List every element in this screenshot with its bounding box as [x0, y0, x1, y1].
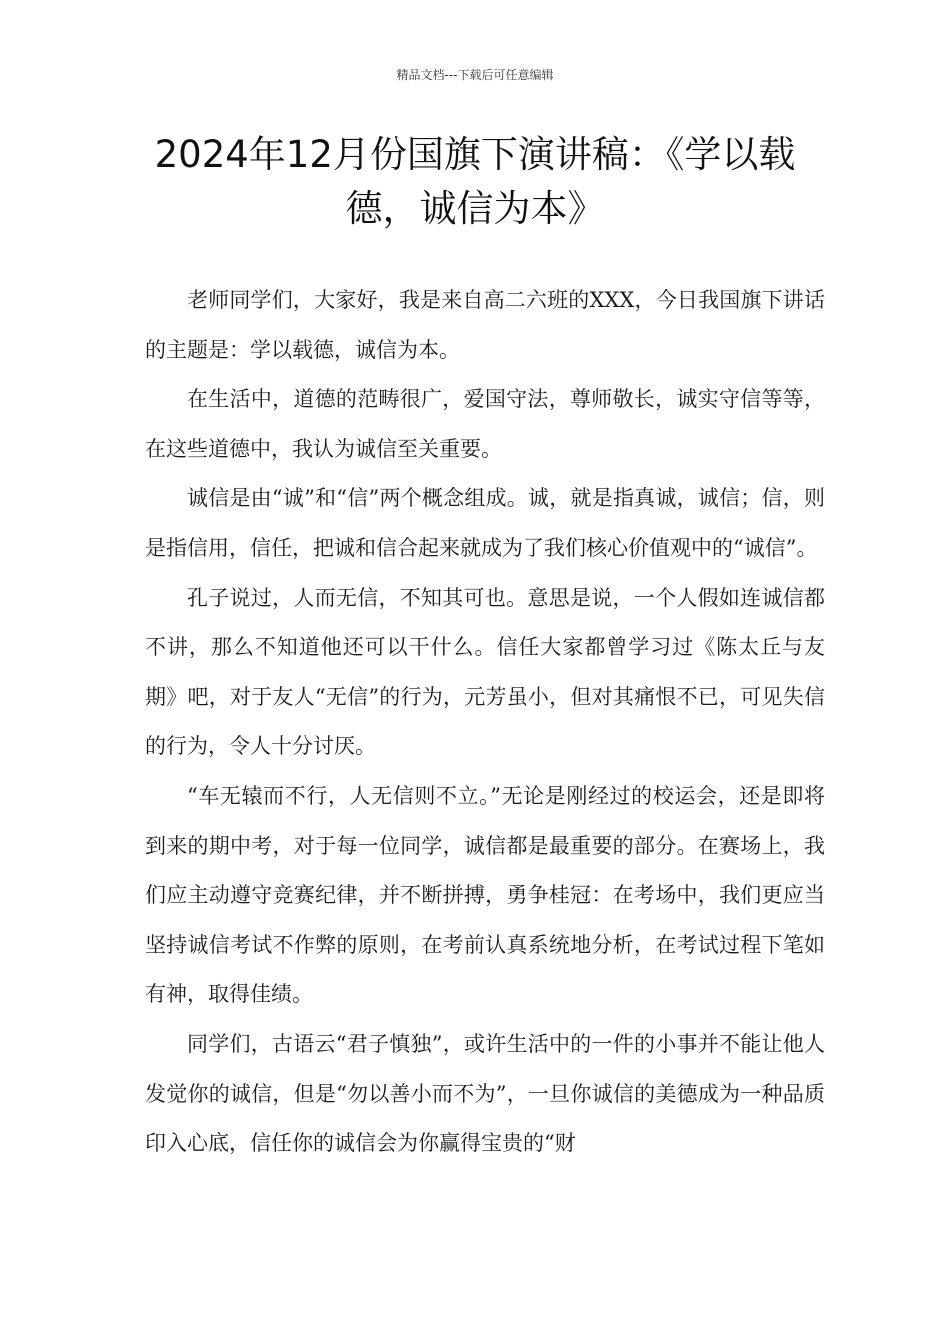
paragraph-definition: 诚信是由“诚”和“信”两个概念组成。诚，就是指真诚，诚信；信，则是指信用，信任，把诚和信合起来就成为了我们核心价值观中的“诚信”。	[145, 486, 825, 560]
paragraph-confucius: 孔子说过，人而无信，不知其可也。意思是说，一个人假如连诚信都不讲，那么不知道他还可以干什么。信任大家都曾学习过《陈太丘与友期》吧，对于友人“无信”的行为，元芳虽小，但对其痛恨不已，可见失信的行为，令人十分讨厌。	[145, 585, 825, 759]
paragraph-conclusion: 同学们，古语云“君子慎独”，或许生活中的一件的小事并不能让他人发觉你的诚信，但是“勿以善小而不为”，一旦你诚信的美德成为一种品质印入心底，信任你的诚信会为你赢得宝贵的“财	[145, 1031, 825, 1156]
document-body	[145, 276, 825, 1169]
document-title: 2024年12月份国旗下演讲稿：《学以载德，诚信为本》	[154, 133, 796, 230]
paragraph-morality: 在生活中，道德的范畴很广，爱国守法，尊师敬长，诚实守信等等，在这些道德中，我认为诚信至关重要。	[145, 387, 825, 461]
paragraph-exams: “车无辕而不行，人无信则不立。”无论是刚经过的校运会，还是即将到来的期中考，对于每一位同学，诚信都是最重要的部分。在赛场上，我们应主动遵守竞赛纪律，并不断拼搏，勇争桂冠：在考场中，我们更应当坚持诚信考试不作弊的原则，在考前认真系统地分析，在考试过程下笔如有神，取得佳绩。	[145, 783, 825, 1007]
paragraph-greeting: 老师同学们，大家好，我是来自高二六班的XXX，今日我国旗下讲话的主题是：学以载德，诚信为本。	[145, 288, 825, 362]
header-note: 精品文档---下载后可任意编辑	[396, 68, 554, 82]
